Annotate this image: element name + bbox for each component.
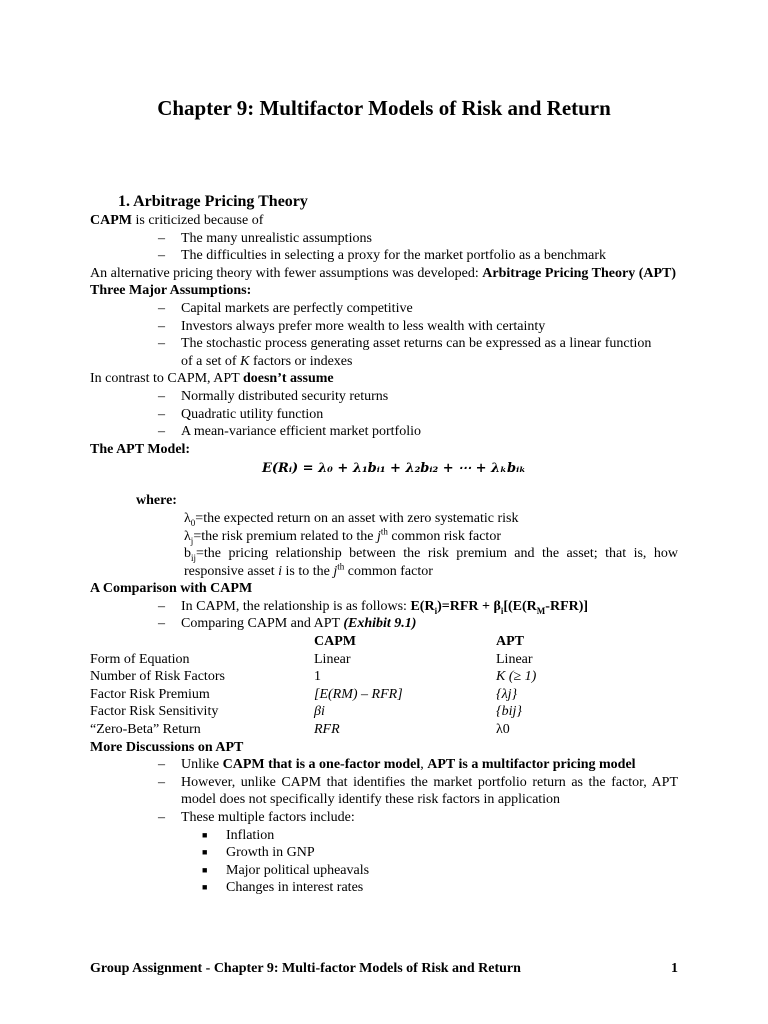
text-run: j bbox=[333, 563, 338, 579]
text-run: =the risk premium related to the bbox=[193, 528, 377, 544]
text-run: CAPM that is a one-factor model bbox=[222, 757, 421, 773]
text-run: λ bbox=[184, 510, 191, 526]
list-item bbox=[90, 756, 678, 774]
table-row bbox=[90, 721, 678, 739]
list-item-text: The difficulties in selecting a proxy for the market portfolio as a benchmark bbox=[181, 248, 607, 264]
table-row bbox=[90, 651, 678, 669]
table-cell: Factor Risk Premium bbox=[90, 686, 210, 702]
table-cell: λ0 bbox=[496, 722, 510, 738]
footer-text: Group Assignment - Chapter 9: Multi-factor Models of Risk and Return bbox=[90, 961, 521, 976]
table-cell: K (≥ 1) bbox=[496, 669, 537, 685]
text-run: i bbox=[278, 563, 282, 579]
list-item bbox=[90, 844, 678, 862]
list-item bbox=[90, 809, 678, 827]
text-run: th bbox=[337, 561, 345, 572]
text-run: Unlike bbox=[181, 757, 223, 773]
text-run: =the pricing relationship between the risk premium and the asset; that is, how responsive asset bbox=[184, 546, 678, 579]
list-item bbox=[90, 406, 678, 424]
definition-lambdaj bbox=[90, 525, 678, 546]
table-row bbox=[90, 703, 678, 721]
capm-criticism-intro bbox=[90, 212, 678, 230]
page-content bbox=[90, 192, 678, 897]
apt-term: Arbitrage Pricing Theory (APT) bbox=[482, 265, 677, 281]
table-row bbox=[90, 668, 678, 686]
table-cell: “Zero-Beta” Return bbox=[90, 722, 201, 738]
text-run: Comparing CAPM and APT bbox=[181, 616, 344, 632]
list-item-text: However, unlike CAPM that identifies the market portfolio return as the factor, APT model does not specifically identify these risk factors in application bbox=[181, 774, 678, 808]
list-item-text: Quadratic utility function bbox=[181, 406, 324, 422]
list-item bbox=[90, 335, 678, 353]
list-item-text: A mean-variance efficient market portfolio bbox=[181, 424, 421, 440]
table-header-cell: APT bbox=[496, 634, 524, 650]
text-run: j bbox=[376, 528, 381, 544]
alt-theory-paragraph bbox=[90, 265, 678, 283]
dash-bullet: – bbox=[158, 248, 165, 264]
page-footer bbox=[90, 960, 678, 978]
page-title: Chapter 9: Multifactor Models of Risk and Return bbox=[157, 96, 611, 120]
text-run: In contrast to CAPM, APT bbox=[90, 371, 243, 387]
list-item bbox=[90, 300, 678, 318]
list-item bbox=[90, 423, 678, 441]
text-run: i bbox=[500, 605, 504, 616]
apt-formula: E(Rᵢ) = λ₀ + λ₁bᵢ₁ + λ₂bᵢ₂ + ⋯ + λₖbᵢₖ bbox=[262, 461, 526, 477]
square-bullet-icon: ■ bbox=[202, 829, 208, 840]
dash-bullet: – bbox=[158, 388, 165, 404]
text-run: factors or indexes bbox=[249, 353, 353, 369]
capm-criticism-text: is criticized because of bbox=[132, 213, 264, 228]
list-item-text: Growth in GNP bbox=[226, 845, 315, 861]
list-item-text: Major political upheavals bbox=[226, 862, 370, 878]
dash-bullet: – bbox=[158, 318, 165, 334]
alt-theory-text: An alternative pricing theory with fewer assumptions was developed: bbox=[90, 265, 483, 281]
dash-bullet: – bbox=[158, 336, 165, 352]
text-run: E(R bbox=[410, 598, 435, 614]
definition-bij bbox=[90, 545, 678, 580]
dash-bullet: – bbox=[158, 616, 165, 632]
table-cell: Form of Equation bbox=[90, 651, 190, 667]
dash-bullet: – bbox=[158, 300, 165, 316]
text-run: , bbox=[420, 757, 428, 773]
table-cell: Linear bbox=[314, 651, 351, 667]
where-label: where: bbox=[136, 493, 177, 509]
table-cell: 1 bbox=[314, 669, 321, 685]
dash-bullet: – bbox=[158, 424, 165, 440]
text-run: common factor bbox=[344, 563, 433, 579]
list-item bbox=[90, 318, 678, 336]
table-cell: {bij} bbox=[496, 704, 522, 720]
list-item bbox=[90, 879, 678, 897]
dash-bullet: – bbox=[158, 406, 165, 422]
assumptions-heading: Three Major Assumptions: bbox=[90, 283, 252, 299]
table-cell: Number of Risk Factors bbox=[90, 669, 225, 685]
capm-term: CAPM bbox=[90, 213, 132, 228]
text-run: -RFR)] bbox=[545, 598, 589, 614]
list-item bbox=[90, 827, 678, 845]
text-run: In CAPM, the relationship is as follows: bbox=[181, 598, 411, 614]
table-header-cell: CAPM bbox=[314, 634, 356, 650]
list-item-text: Changes in interest rates bbox=[226, 880, 364, 896]
list-item bbox=[90, 862, 678, 880]
text-run: ij bbox=[191, 552, 197, 563]
dash-bullet: – bbox=[158, 810, 165, 825]
dash-bullet: – bbox=[158, 598, 165, 614]
list-item bbox=[90, 247, 678, 265]
table-cell: {λj} bbox=[496, 686, 518, 702]
text-run: (Exhibit 9.1) bbox=[343, 616, 417, 632]
list-item bbox=[90, 388, 678, 406]
dash-bullet: – bbox=[158, 757, 165, 773]
table-row bbox=[90, 686, 678, 704]
list-item bbox=[90, 598, 678, 616]
text-run: [(E(R bbox=[503, 598, 537, 614]
text-run: of a set of bbox=[181, 353, 241, 369]
text-run: λ bbox=[184, 528, 191, 544]
dash-bullet: – bbox=[158, 774, 165, 790]
square-bullet-icon: ■ bbox=[202, 847, 208, 858]
list-item bbox=[90, 230, 678, 248]
dash-bullet: – bbox=[158, 230, 165, 246]
list-item-text: Investors always prefer more wealth to less wealth with certainty bbox=[181, 318, 546, 334]
table-cell: RFR bbox=[314, 722, 340, 738]
list-item-text: The stochastic process generating asset returns can be expressed as a linear function bbox=[181, 336, 652, 352]
discussion-heading: More Discussions on APT bbox=[90, 739, 244, 755]
page-number: 1 bbox=[671, 961, 678, 976]
list-item bbox=[90, 774, 678, 809]
table-header-row bbox=[90, 633, 678, 651]
text-run: b bbox=[184, 546, 191, 562]
list-item-text: These multiple factors include: bbox=[181, 810, 355, 825]
table-cell: Factor Risk Sensitivity bbox=[90, 704, 219, 720]
list-item-text: Capital markets are perfectly competitive bbox=[181, 300, 413, 316]
text-run: )=RFR + β bbox=[437, 598, 501, 614]
text-run: M bbox=[536, 605, 546, 616]
list-item bbox=[90, 615, 678, 633]
table-header-cell bbox=[90, 633, 314, 651]
list-item-text: The many unrealistic assumptions bbox=[181, 230, 372, 246]
table-cell: [E(RM) – RFR] bbox=[314, 686, 403, 702]
square-bullet-icon: ■ bbox=[202, 864, 208, 875]
square-bullet-icon: ■ bbox=[202, 882, 208, 893]
comparison-heading: A Comparison with CAPM bbox=[90, 581, 253, 597]
text-run: APT is a multifactor pricing model bbox=[427, 757, 636, 773]
text-run: j bbox=[190, 535, 194, 546]
text-run: 0 bbox=[190, 517, 196, 528]
text-run: =the expected return on an asset with zero systematic risk bbox=[195, 510, 519, 526]
text-run: doesn’t assume bbox=[242, 371, 334, 387]
table-cell: βi bbox=[314, 704, 325, 720]
table-cell: Linear bbox=[496, 651, 533, 667]
apt-model-heading: The APT Model: bbox=[90, 441, 191, 457]
capm-formula bbox=[410, 599, 588, 614]
text-run: th bbox=[380, 525, 388, 536]
text-run: is to the bbox=[281, 563, 334, 579]
list-item-text: Normally distributed security returns bbox=[181, 388, 389, 404]
list-item-continuation bbox=[90, 353, 678, 371]
section-heading-apt: 1. Arbitrage Pricing Theory bbox=[118, 193, 308, 210]
comparison-table bbox=[90, 633, 678, 739]
text-run: K bbox=[240, 353, 250, 369]
text-run: common risk factor bbox=[387, 528, 501, 544]
contrast-line bbox=[90, 370, 678, 388]
text-run: i bbox=[434, 605, 438, 616]
list-item-text: Inflation bbox=[226, 827, 275, 843]
